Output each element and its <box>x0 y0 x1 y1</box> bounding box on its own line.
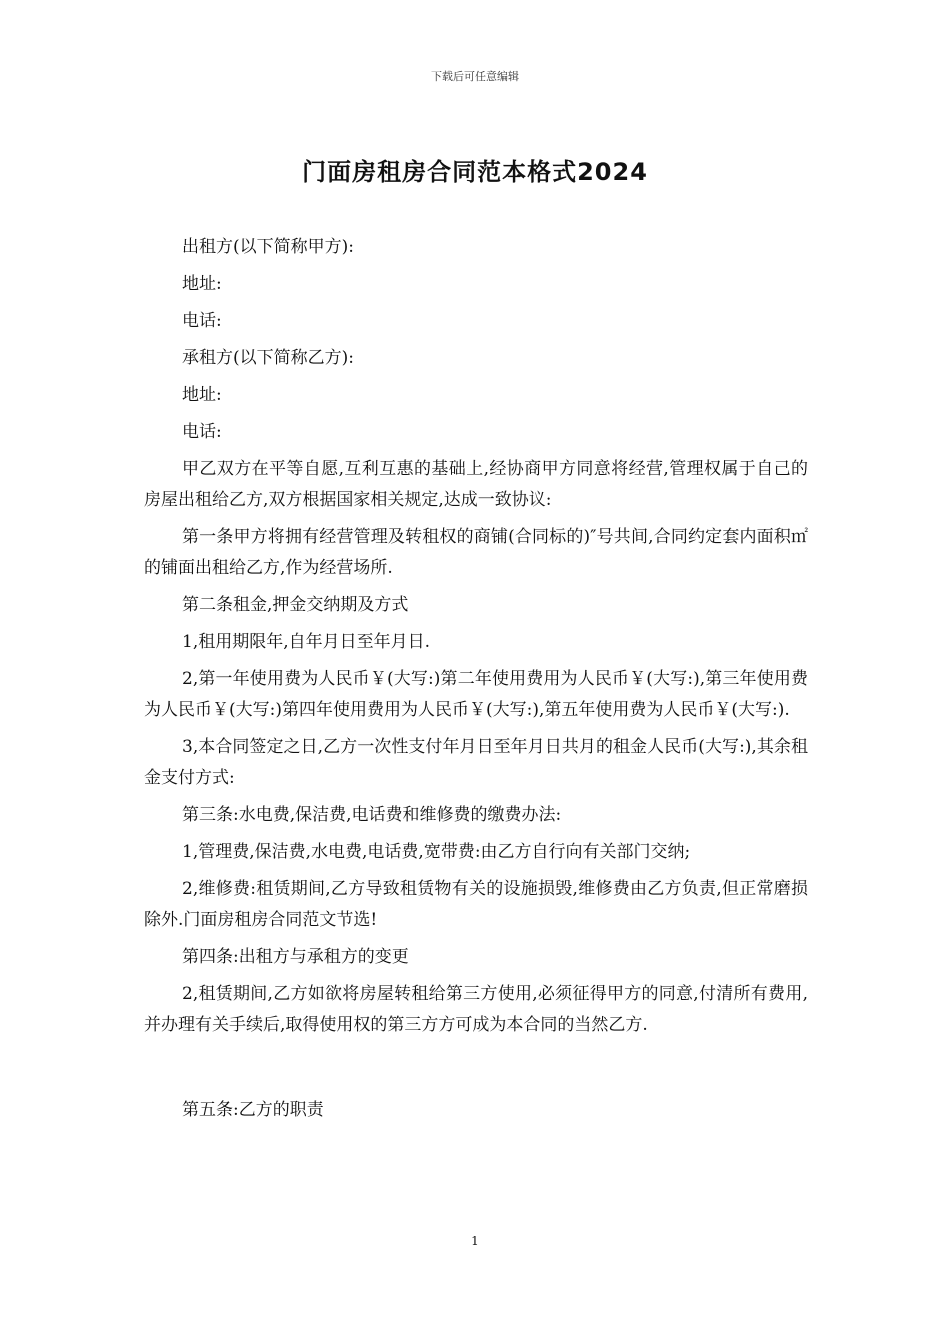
paragraph-article-4-heading: 第四条:出租方与承租方的变更 <box>182 947 409 967</box>
paragraph-lessee-address: 地址: <box>182 385 222 405</box>
paragraph-gap <box>144 1047 808 1095</box>
paragraph-article-4-item-2: 2,租赁期间,乙方如欲将房屋转租给第三方使用,必须征得甲方的同意,付清所有费用,并办理有关手续后,取得使用权的第三方方可成为本合同的当然乙方. <box>144 984 808 1035</box>
paragraph-article-2-heading: 第二条租金,押金交纳期及方式 <box>182 595 409 615</box>
header-note: 下载后可任意编辑 <box>431 70 519 83</box>
page-number: 1 <box>471 1234 479 1248</box>
paragraph-article-2-item-1: 1,租用期限年,自年月日至年月日. <box>182 632 431 652</box>
paragraph-article-2-item-3: 3,本合同签定之日,乙方一次性支付年月日至年月日共月的租金人民币(大写:),其余租金支付方式: <box>144 737 808 788</box>
paragraph-article-3-item-2: 2,维修费:租赁期间,乙方导致租赁物有关的设施损毁,维修费由乙方负责,但正常磨损除外.门面房租房合同范文节选! <box>144 879 808 930</box>
paragraph-lessor-address: 地址: <box>182 274 222 294</box>
paragraph-article-2-item-2: 2,第一年使用费为人民币￥(大写:)第二年使用费用为人民币￥(大写:),第三年使用费为人民币￥(大写:)第四年使用费用为人民币￥(大写:),第五年使用费为人民币￥(大写:). <box>144 669 808 720</box>
paragraph-article-1: 第一条甲方将拥有经营管理及转租权的商铺(合同标的)″号共间,合同约定套内面积㎡的铺面出租给乙方,作为经营场所. <box>144 527 808 578</box>
paragraph-article-3-item-1: 1,管理费,保洁费,水电费,电话费,宽带费:由乙方自行向有关部门交纳; <box>182 842 691 862</box>
document-body <box>144 232 808 1132</box>
paragraph-lessee-phone: 电话: <box>182 422 222 442</box>
paragraph-preamble: 甲乙双方在平等自愿,互利互惠的基础上,经协商甲方同意将经营,管理权属于自己的房屋出租给乙方,双方根据国家相关规定,达成一致协议: <box>144 459 808 510</box>
paragraph-lessor-phone: 电话: <box>182 311 222 331</box>
paragraph-lessor: 出租方(以下简称甲方): <box>182 237 354 257</box>
paragraph-lessee: 承租方(以下简称乙方): <box>182 348 354 368</box>
paragraph-article-5-heading: 第五条:乙方的职责 <box>182 1100 324 1120</box>
document-title: 门面房租房合同范本格式2024 <box>302 158 648 186</box>
paragraph-article-3-heading: 第三条:水电费,保洁费,电话费和维修费的缴费办法: <box>182 805 562 825</box>
